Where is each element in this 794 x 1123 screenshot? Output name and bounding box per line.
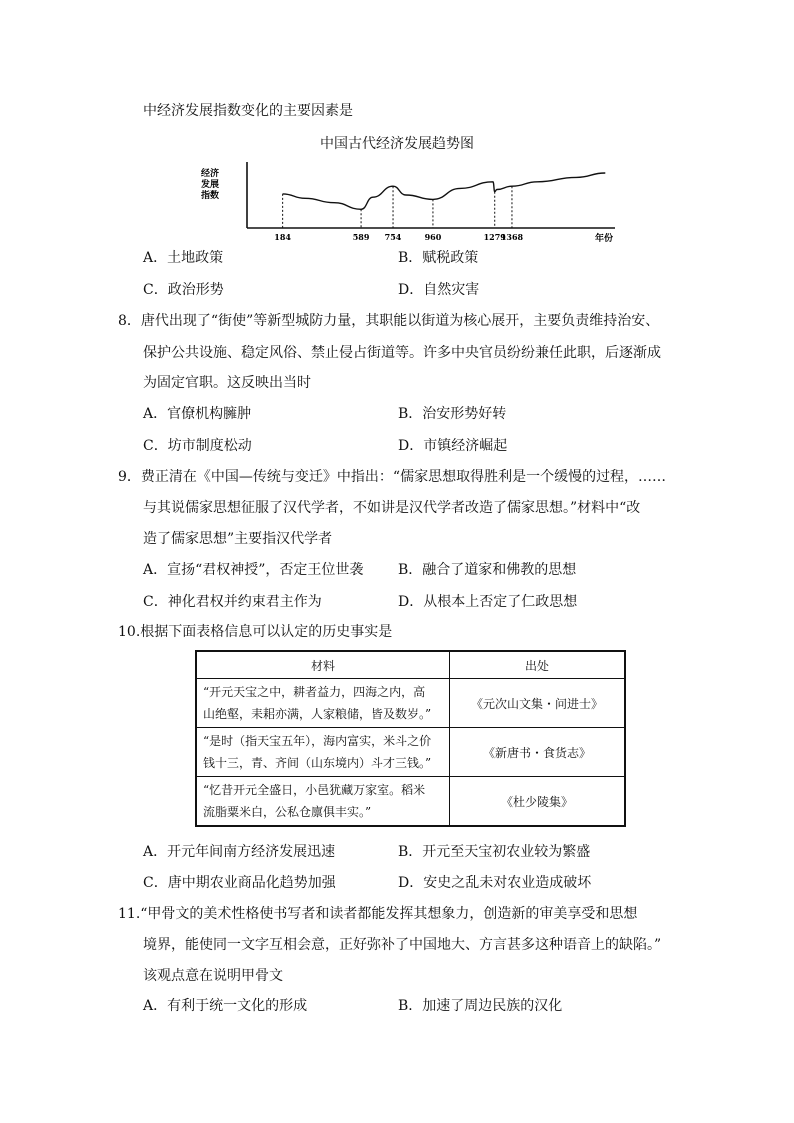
- economic-trend-chart: [195, 158, 625, 248]
- y-axis-label-line: 发展: [201, 180, 220, 190]
- table-header-row: [196, 651, 625, 679]
- q9-stem-line-2: 与其说儒家思想征服了汉代学者，不如讲是汉代学者改造了儒家思想。”材料中“改: [143, 500, 641, 516]
- x-tick-labels: [274, 232, 523, 242]
- q9-option-a[interactable]: A．宣扬“君权神授”，否定王位世袭: [143, 562, 364, 578]
- material-line: 流脂粟米白，公私仓廪俱丰实。”: [203, 805, 372, 819]
- q7-option-b[interactable]: B．赋税政策: [398, 250, 479, 266]
- q9-stem-line-3: 造了儒家思想”主要指汉代学者: [143, 531, 333, 547]
- q7-option-d[interactable]: D．自然灾害: [398, 282, 480, 298]
- q8-option-a[interactable]: A．官僚机构臃肿: [143, 406, 252, 422]
- q8-option-d[interactable]: D．市镇经济崛起: [398, 438, 508, 454]
- column-header-source: 出处: [450, 651, 626, 679]
- y-axis-label-line: 经济: [201, 169, 220, 179]
- q10-option-a[interactable]: A．开元年间南方经济发展迅速: [143, 844, 336, 860]
- table-row: [196, 728, 625, 777]
- x-tick-label: 960: [424, 232, 442, 242]
- q7-option-c[interactable]: C．政治形势: [143, 282, 224, 298]
- q9-option-c[interactable]: C．神化君权并约束君主作为: [143, 594, 322, 610]
- q8-option-b[interactable]: B．治安形势好转: [398, 406, 507, 422]
- q8-stem-line-1: 8．唐代出现了“街使”等新型城防力量，其职能以街道为核心展开，主要负责维持治安、: [118, 313, 660, 329]
- source-cell: 《杜少陵集》: [450, 777, 626, 827]
- material-line: “是时（指天宝五年），海内富实，米斗之价: [203, 734, 432, 748]
- x-tick-label: 754: [384, 232, 402, 242]
- source-cell: 《元次山文集・问进士》: [450, 679, 626, 728]
- x-tick-label: 1279: [483, 232, 506, 242]
- x-tick-label: 1368: [500, 232, 524, 242]
- material-line: “开元天宝之中，耕者益力，四海之内，高: [203, 685, 426, 699]
- q8-stem-line-3: 为固定官职。这反映出当时: [143, 375, 311, 391]
- material-line: 山绝壑，耒耜亦满，人家粮储，皆及数岁。”: [203, 707, 432, 721]
- material-cell: [196, 728, 450, 777]
- q9-option-b[interactable]: B．融合了道家和佛教的思想: [398, 562, 577, 578]
- chart-title: 中国古代经济发展趋势图: [320, 136, 474, 152]
- q9-stem-line-1: 9．费正清在《中国—传统与变迁》中指出：“儒家思想取得胜利是一个缓慢的过程，……: [118, 469, 667, 485]
- q11-stem-line-1: 11.“甲骨文的美术性格使书写者和读者都能发挥其想象力，创造新的审美享受和思想: [118, 906, 638, 922]
- q10-option-b[interactable]: B．开元至天宝初农业较为繁盛: [398, 844, 591, 860]
- question-7-continuation: 中经济发展指数变化的主要因素是: [143, 103, 353, 119]
- y-axis-label: [200, 167, 219, 201]
- q11-stem-line-2: 境界，能使同一文字互相会意，正好弥补了中国地大、方言甚多这种语音上的缺陷。”: [143, 937, 662, 953]
- trend-line: [283, 173, 606, 209]
- x-axis-label: 年份: [595, 234, 614, 244]
- material-cell: [196, 679, 450, 728]
- material-line: 钱十三，青、齐间（山东境内）斗才三钱。”: [203, 756, 432, 770]
- table-row: [196, 777, 625, 827]
- source-cell: 《新唐书・食货志》: [450, 728, 626, 777]
- column-header-material: 材料: [196, 651, 450, 679]
- q9-option-d[interactable]: D．从根本上否定了仁政思想: [398, 594, 578, 610]
- year-dashed-markers: [283, 186, 512, 228]
- q10-option-c[interactable]: C．唐中期农业商品化趋势加强: [143, 875, 336, 891]
- table-row: [196, 679, 625, 728]
- q11-option-b[interactable]: B．加速了周边民族的汉化: [398, 998, 563, 1014]
- material-cell: [196, 777, 450, 827]
- source-table: [195, 650, 626, 827]
- q8-stem-line-2: 保护公共设施、稳定风俗、禁止侵占街道等。许多中央官员纷纷兼任此职，后逐渐成: [143, 345, 661, 361]
- x-tick-label: 589: [352, 232, 370, 242]
- y-axis-label-line: 指数: [201, 191, 220, 201]
- x-tick-label: 184: [274, 232, 291, 242]
- q11-stem-line-3: 该观点意在说明甲骨文: [143, 968, 283, 984]
- material-line: “忆昔开元全盛日，小邑犹藏万家室。稻米: [203, 783, 426, 797]
- q10-stem: 10.根据下面表格信息可以认定的历史事实是: [118, 624, 393, 640]
- q10-option-d[interactable]: D．安史之乱未对农业造成破坏: [398, 875, 592, 891]
- q8-option-c[interactable]: C．坊市制度松动: [143, 438, 252, 454]
- q11-option-a[interactable]: A．有利于统一文化的形成: [143, 998, 308, 1014]
- q7-option-a[interactable]: A．土地政策: [143, 250, 224, 266]
